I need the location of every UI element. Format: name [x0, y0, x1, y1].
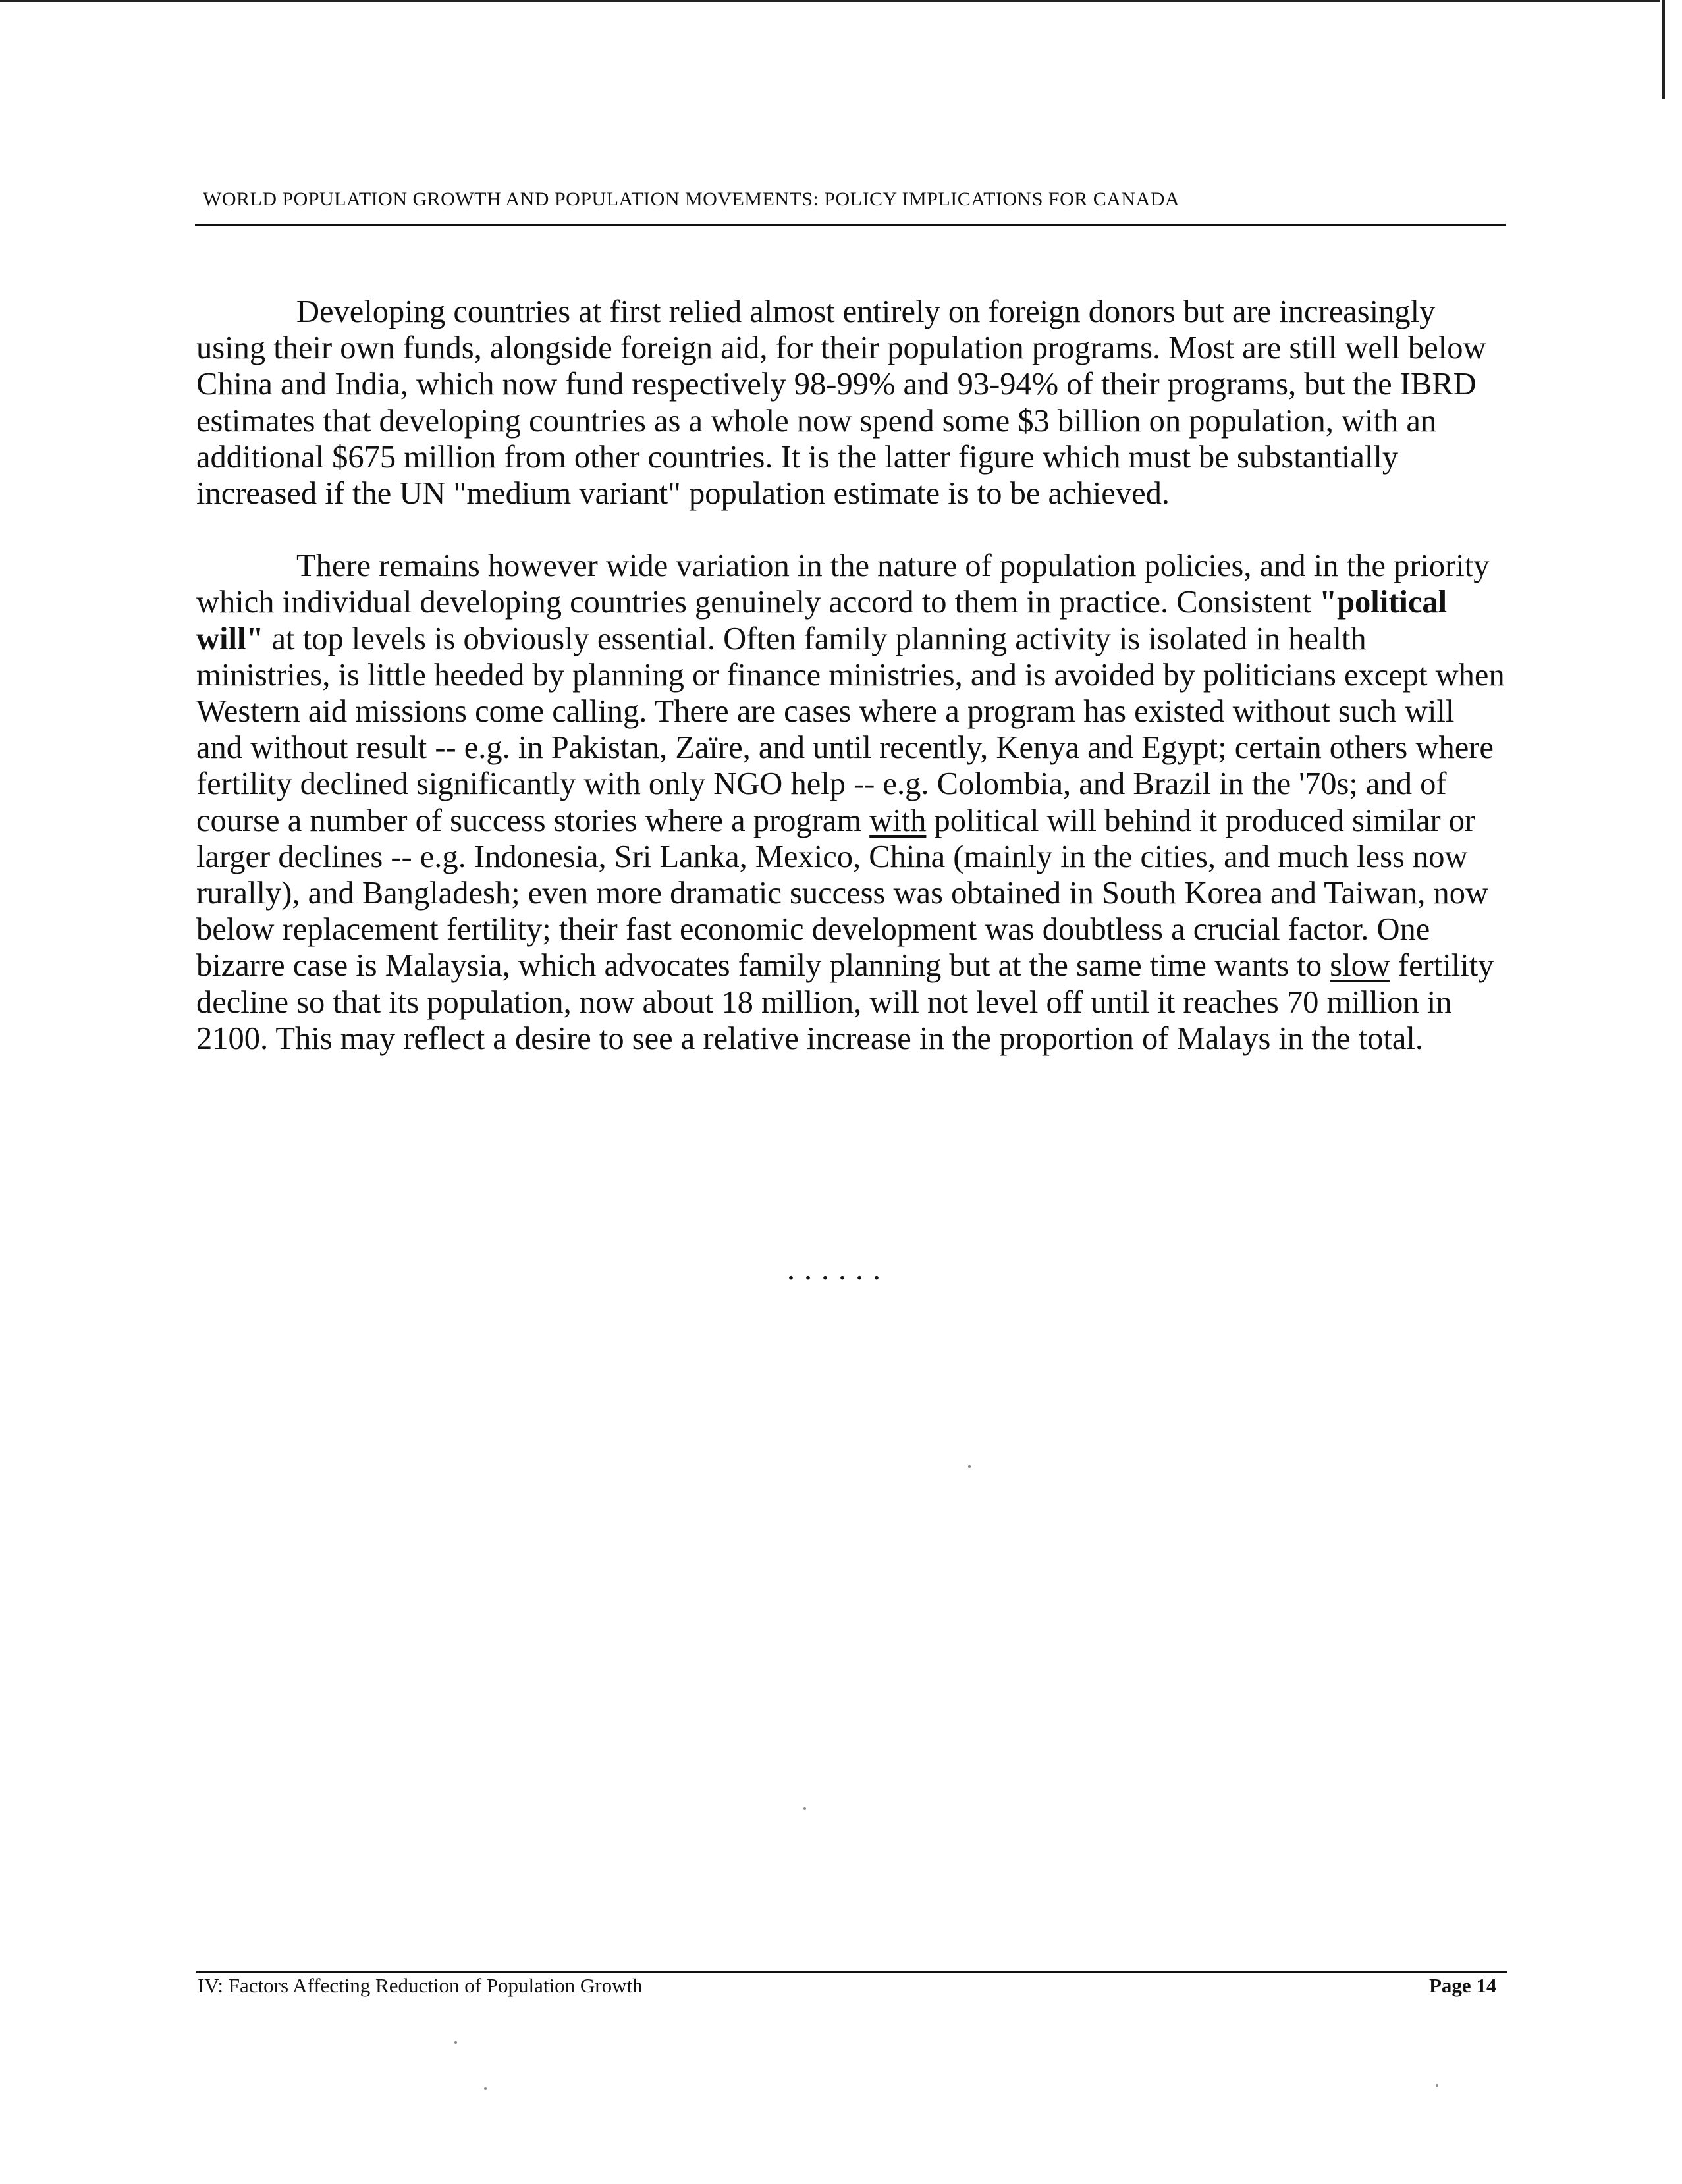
- scan-speck: [1436, 2084, 1438, 2087]
- page-border-top: [0, 0, 1660, 2]
- page-border-right: [1662, 0, 1665, 99]
- body-text: [196, 294, 1507, 1057]
- footer-page-number: Page 14: [1429, 1974, 1497, 1997]
- paragraph-2-part-1: There remains however wide variation in the nature of population policies, and in the priority which individual developing countries genuinely accord to them in practice. Consistent: [196, 548, 1490, 620]
- political-will-phrase: "political will": [196, 585, 1448, 656]
- underlined-with: with: [869, 803, 927, 838]
- underlined-slow: slow: [1330, 948, 1390, 984]
- paragraph-2-part-4: fertility decline so that its population, now about 18 million, will not level off until it reaches 70 million in 2100. This may reflect a desire to see a relative increase in the proportion of Malays in the total.: [196, 948, 1494, 1056]
- paragraph-2-part-3: political will behind it produced similar or larger declines -- e.g. Indonesia, Sri Lanka, Mexico, China (mainly in the cities, and much less now rurally), and Bangladesh; even more dramatic success was obtained in South Korea and Taiwan, now below replacement fertility; their fast economic development was doubtless a crucial factor. One bizarre case is Malaysia, which advocates family planning but at the same time wants to: [196, 803, 1489, 984]
- running-header: WORLD POPULATION GROWTH AND POPULATION MOVEMENTS: POLICY IMPLICATIONS FOR CANADA: [203, 188, 1180, 210]
- section-break-dots: ......: [787, 1252, 890, 1287]
- scan-speck: [803, 1807, 806, 1810]
- header-rule: [195, 224, 1506, 226]
- scan-speck: [454, 2041, 457, 2044]
- footer-rule: [196, 1971, 1507, 1973]
- scan-speck: [968, 1465, 971, 1468]
- paragraph-2: [196, 548, 1507, 1057]
- paragraph-2-part-2: at top levels is obviously essential. Often family planning activity is isolated in health ministries, is little heeded by planning or finance ministries, and is avoided by politicians except when Western aid missions come calling. There are cases where a program has existed without such will and without result -- e.g. in Pakistan, Zaïre, and until recently, Kenya and Egypt; certain others where fertility declined significantly with only NGO help -- e.g. Colombia, and Brazil in the '70s; and of course a number of success stories where a program: [196, 621, 1505, 838]
- scan-speck: [484, 2087, 487, 2090]
- paragraph-1: Developing countries at first relied almost entirely on foreign donors but are increasingly using their own funds, alongside foreign aid, for their population programs. Most are still well below China and India, which now fund respectively 98-99% and 93-94% of their programs, but the IBRD estimates that developing countries as a whole now spend some $3 billion on population, with an additional $675 million from other countries. It is the latter figure which must be substantially increased if the UN "medium variant" population estimate is to be achieved.: [196, 294, 1486, 512]
- footer-chapter: IV: Factors Affecting Reduction of Population Growth: [198, 1974, 643, 1997]
